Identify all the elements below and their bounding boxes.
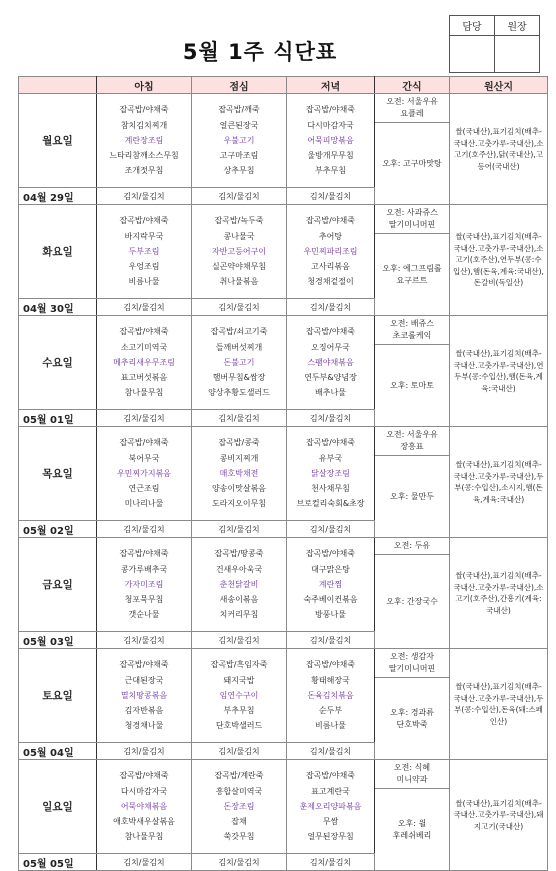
- dinner-menu: [287, 538, 375, 632]
- approval-label-manager: 담당: [450, 16, 495, 36]
- dinner-item: 방풍나물: [315, 610, 346, 620]
- breakfast-item: 계란장조림: [124, 135, 164, 145]
- breakfast-item: 잡곡밥/야채죽: [119, 327, 169, 337]
- snack-morning: 오전: 생감자 딸기미니머핀: [375, 649, 450, 678]
- approval-sign-manager: [450, 36, 495, 73]
- lunch-menu: [192, 427, 287, 521]
- lunch-item: 잡곡밥/쇠고기죽: [210, 327, 268, 337]
- header-origin: 원산지: [450, 77, 548, 94]
- header-breakfast: 아침: [97, 77, 192, 94]
- day-row: [19, 427, 548, 456]
- breakfast-item: 바지락무국: [124, 231, 164, 241]
- dinner-item: 천사채무침: [311, 484, 350, 494]
- snack-afternoon: 오후: 윌 후레쉬베리: [375, 789, 450, 871]
- day-name: 화요일: [19, 205, 97, 299]
- lunch-item: 쑥갓무침: [223, 832, 255, 842]
- lunch-item: 상추무침: [223, 166, 255, 176]
- breakfast-item: 잡곡밥/야채죽: [119, 549, 169, 559]
- lunch-item: 잡채: [231, 817, 247, 827]
- kimchi-side: 김치/물김치: [287, 410, 375, 427]
- origin-info: 쌀(국내산),표기김치(배추-국내산.고춧가루-국내산),두부(콩:수입산),돈육(돼:스페인산): [450, 649, 548, 760]
- snack-afternoon: 오후: 간장국수: [375, 555, 450, 649]
- day-name: 토요일: [19, 649, 97, 743]
- lunch-menu: [192, 760, 287, 854]
- dinner-item: 잡곡밥/야채죽: [305, 105, 356, 115]
- breakfast-item: 애호박새우살볶음: [113, 817, 175, 827]
- lunch-item: 돈불고기: [223, 357, 255, 367]
- breakfast-item: 다시마감자국: [120, 786, 168, 796]
- dinner-item: 숙주베이컨볶음: [303, 595, 358, 605]
- breakfast-item: 잡곡밥/야채죽: [119, 771, 169, 781]
- lunch-item: 매호박채전: [219, 468, 259, 478]
- breakfast-item: 우민찌가지볶음: [116, 468, 172, 478]
- lunch-item: 얼큰된장국: [219, 120, 259, 130]
- day-date: 05월 01일: [19, 410, 97, 427]
- approval-box: [449, 15, 540, 73]
- breakfast-item: 북어무국: [128, 453, 160, 463]
- breakfast-item: 미나리나물: [124, 499, 164, 509]
- lunch-item: 자반고등어구이: [211, 246, 267, 256]
- dinner-item: 잡곡밥/야채죽: [305, 216, 356, 226]
- dinner-item: 무쌈: [322, 817, 339, 827]
- day-row: [19, 649, 548, 678]
- dinner-item: 고사리볶음: [311, 262, 350, 272]
- kimchi-side: 김치/물김치: [192, 854, 287, 871]
- breakfast-item: 참나물무침: [124, 832, 164, 842]
- breakfast-item: 콩가루배추국: [120, 564, 168, 574]
- breakfast-item: 어묵야채볶음: [120, 801, 168, 811]
- kimchi-side: 김치/물김치: [287, 521, 375, 538]
- dinner-item: 순두부: [318, 706, 343, 716]
- breakfast-item: 메추리새우무조림: [113, 357, 175, 367]
- breakfast-item: 잡곡밥/야채죽: [119, 660, 169, 670]
- breakfast-menu: [97, 427, 192, 521]
- dinner-menu: [287, 649, 375, 743]
- kimchi-side: 김치/물김치: [97, 854, 192, 871]
- breakfast-menu: [97, 205, 192, 299]
- breakfast-item: 참치김치찌개: [120, 120, 168, 130]
- dinner-item: 대구맑은탕: [311, 564, 350, 574]
- lunch-item: 돈장조림: [223, 801, 255, 811]
- dinner-item: 돈육김치볶음: [307, 690, 354, 700]
- breakfast-item: 잡곡밥/야채죽: [119, 438, 169, 448]
- lunch-item: 잡곡밥/콩죽: [218, 438, 260, 448]
- breakfast-item: 잡곡밥/야채죽: [119, 105, 169, 115]
- breakfast-menu: [97, 649, 192, 743]
- breakfast-item: 참나물무침: [124, 388, 164, 398]
- snack-morning: 오전: 두유: [375, 538, 450, 555]
- snack-morning: 오전: 서울우유 장흥표: [375, 427, 450, 456]
- kimchi-side: 김치/물김치: [97, 299, 192, 316]
- dinner-menu: [287, 427, 375, 521]
- day-date: 05월 04일: [19, 743, 97, 760]
- breakfast-menu: [97, 316, 192, 410]
- kimchi-side: 김치/물김치: [97, 410, 192, 427]
- lunch-item: 잡곡밥/계란죽: [214, 771, 264, 781]
- dinner-item: 황태해장국: [311, 675, 350, 685]
- lunch-item: 취나물볶음: [219, 277, 259, 287]
- origin-info: 쌀(국내산),표기김치(배추-국내산.고춧가루-국내산),소고기(호주산),닭(국내산),고등어(국내산): [450, 94, 548, 205]
- kimchi-side: 김치/물김치: [192, 410, 287, 427]
- kimchi-side: 김치/물김치: [287, 632, 375, 649]
- dinner-menu: [287, 94, 375, 188]
- dinner-item: 잡곡밥/야채죽: [305, 438, 356, 448]
- lunch-item: 부추무침: [223, 706, 255, 716]
- breakfast-item: 가자미조림: [124, 579, 164, 589]
- day-name: 목요일: [19, 427, 97, 521]
- day-name: 금요일: [19, 538, 97, 632]
- lunch-item: 돼지국밥: [223, 675, 255, 685]
- origin-info: 쌀(국내산),표기김치(배추-국내산.고춧가루-국내산),소고기(호주산),간흥기(계육:국내산): [450, 538, 548, 649]
- lunch-item: 잡곡밥/녹두죽: [214, 216, 264, 226]
- snack-morning: 오전: 식혜 미니약과: [375, 760, 450, 789]
- approval-sign-director: [495, 36, 540, 73]
- snack-afternoon: 오후: 에그프림롤 요구르트: [375, 234, 450, 316]
- day-name: 월요일: [19, 94, 97, 188]
- breakfast-item: 갯순나물: [128, 610, 160, 620]
- dinner-item: 훈제오리양파볶음: [299, 801, 362, 811]
- lunch-item: 임연수구이: [219, 690, 259, 700]
- dinner-menu: [287, 205, 375, 299]
- day-row: [19, 205, 548, 234]
- breakfast-item: 느타리참깨소스무침: [109, 151, 179, 161]
- day-row: [19, 94, 548, 123]
- approval-label-director: 원장: [495, 16, 540, 36]
- lunch-item: 콩비지찌개: [219, 453, 259, 463]
- dinner-item: 청경채겉절이: [307, 277, 354, 287]
- snack-morning: 오전: 서울우유 요플레: [375, 94, 450, 123]
- lunch-item: 잡곡밥/땅콩죽: [214, 549, 264, 559]
- kimchi-side: 김치/물김치: [287, 299, 375, 316]
- dinner-item: 우민찌파리조림: [303, 246, 358, 256]
- breakfast-item: 연근조림: [128, 484, 160, 494]
- breakfast-menu: [97, 538, 192, 632]
- lunch-menu: [192, 538, 287, 632]
- snack-afternoon: 오후: 고구마맛탕: [375, 123, 450, 205]
- lunch-item: 실곤약야채무침: [211, 262, 267, 272]
- origin-info: 쌀(국내산),표기김치(배추-국내산.고춧가루-국내산),소고기(호주산),연두부(콩:수입산),햄(돈육,계육:국내산),돈갈비(독일산): [450, 205, 548, 316]
- day-row: [19, 760, 548, 789]
- kimchi-side: 김치/물김치: [287, 854, 375, 871]
- origin-info: 쌀(국내산),표기김치(배추-국내산.고춧가루-국내산),연두부(콩:수입산),햄(돈육,계육:국내산): [450, 316, 548, 427]
- day-row: [19, 316, 548, 345]
- snack-morning: 오전: 사과쥬스 딸기미니머핀: [375, 205, 450, 234]
- lunch-item: 양송이맛살볶음: [211, 484, 267, 494]
- day-row: [19, 538, 548, 555]
- breakfast-item: 김자반볶음: [124, 706, 164, 716]
- dinner-menu: [287, 316, 375, 410]
- kimchi-side: 김치/물김치: [287, 188, 375, 205]
- snack-afternoon: 오후: 토마토: [375, 345, 450, 427]
- kimchi-side: 김치/물김치: [192, 521, 287, 538]
- lunch-item: 치커리무침: [219, 610, 259, 620]
- dinner-item: 잡곡밥/야채죽: [305, 327, 356, 337]
- lunch-item: 들깨버섯찌개: [215, 342, 263, 352]
- dinner-item: 다시마감자국: [307, 120, 354, 130]
- breakfast-menu: [97, 760, 192, 854]
- breakfast-item: 멸치땅콩볶음: [120, 690, 168, 700]
- day-date: 04월 29일: [19, 188, 97, 205]
- dinner-item: 배추나물: [315, 388, 346, 398]
- snack-morning: 오전: 배쥬스 초코롤케익: [375, 316, 450, 345]
- kimchi-side: 김치/물김치: [287, 743, 375, 760]
- kimchi-side: 김치/물김치: [97, 743, 192, 760]
- table-header-row: [19, 77, 548, 94]
- dinner-item: 스팸야채볶음: [307, 357, 354, 367]
- lunch-item: 햄버무침&쌈장: [212, 373, 266, 383]
- day-name: 일요일: [19, 760, 97, 854]
- lunch-item: 도라지오이무침: [211, 499, 267, 509]
- header-dinner: 저녁: [287, 77, 375, 94]
- day-date: 05월 02일: [19, 521, 97, 538]
- breakfast-item: 비름나물: [128, 277, 160, 287]
- kimchi-side: 김치/물김치: [97, 521, 192, 538]
- dinner-item: 브로컬리숙회&초장: [296, 499, 365, 509]
- lunch-item: 새송이볶음: [219, 595, 259, 605]
- dinner-item: 닭살장조림: [311, 468, 350, 478]
- lunch-item: 양상추황도샐러드: [208, 388, 270, 398]
- lunch-item: 단호박샐러드: [215, 721, 263, 731]
- dinner-item: 유부국: [318, 453, 343, 463]
- day-date: 04월 30일: [19, 299, 97, 316]
- dinner-item: 얼무된장무침: [307, 832, 354, 842]
- dinner-item: 비름나물: [315, 721, 346, 731]
- kimchi-side: 김치/물김치: [192, 632, 287, 649]
- origin-info: 쌀(국내산),표기김치(배추-국내산.고춧가루-국내산),두부(콩:수입산),소시지,햄(돈육,계육:국내산): [450, 427, 548, 538]
- lunch-item: 우불고기: [223, 135, 255, 145]
- lunch-item: 춘천닭갈비: [219, 579, 259, 589]
- dinner-menu: [287, 760, 375, 854]
- dinner-item: 잡곡밥/야채죽: [305, 660, 356, 670]
- breakfast-item: 청포묵무침: [124, 595, 164, 605]
- kimchi-side: 김치/물김치: [97, 632, 192, 649]
- dinner-item: 연두부&양념장: [304, 373, 357, 383]
- kimchi-side: 김치/물김치: [192, 299, 287, 316]
- breakfast-menu: [97, 94, 192, 188]
- snack-afternoon: 오후: 물만두: [375, 456, 450, 538]
- day-date: 05월 03일: [19, 632, 97, 649]
- snack-afternoon: 오후: 경과류 단호박죽: [375, 678, 450, 760]
- page-title: 5월 1주 식단표: [182, 40, 338, 64]
- dinner-item: 어묵피망볶음: [307, 135, 354, 145]
- menu-table: [18, 76, 548, 871]
- breakfast-item: 두부조림: [128, 246, 160, 256]
- lunch-menu: [192, 649, 287, 743]
- dinner-item: 부추무침: [315, 166, 346, 176]
- breakfast-item: 소고기미역국: [120, 342, 168, 352]
- breakfast-item: 표고버섯볶음: [120, 373, 168, 383]
- breakfast-item: 청경채나물: [124, 721, 164, 731]
- header-day: [19, 77, 97, 94]
- header-lunch: 점심: [192, 77, 287, 94]
- day-date: 05월 05일: [19, 854, 97, 871]
- lunch-menu: [192, 94, 287, 188]
- dinner-item: 오징어무국: [311, 342, 350, 352]
- dinner-item: 추어탕: [318, 231, 343, 241]
- kimchi-side: 김치/물김치: [192, 743, 287, 760]
- dinner-item: 울방개무무침: [307, 151, 354, 161]
- lunch-menu: [192, 205, 287, 299]
- breakfast-item: 잡곡밥/야채죽: [119, 216, 169, 226]
- dinner-item: 계란찜: [318, 579, 343, 589]
- header-snack: 간식: [375, 77, 450, 94]
- dinner-item: 표고계란국: [311, 786, 350, 796]
- dinner-item: 잡곡밥/야채죽: [305, 771, 356, 781]
- kimchi-side: 김치/물김치: [192, 188, 287, 205]
- breakfast-item: 근대된장국: [124, 675, 164, 685]
- lunch-item: 잡곡밥/흑임자죽: [210, 660, 268, 670]
- breakfast-item: 우엉조림: [128, 262, 160, 272]
- day-name: 수요일: [19, 316, 97, 410]
- lunch-item: 건새우아욱국: [215, 564, 263, 574]
- menu-body: [19, 94, 548, 871]
- lunch-item: 콩나물국: [223, 231, 255, 241]
- lunch-item: 잡곡밥/깨죽: [218, 105, 260, 115]
- kimchi-side: 김치/물김치: [97, 188, 192, 205]
- origin-info: 쌀(국내산),표기김치(배추-국내산.고춧가루-국내산),돼지고기(국내산): [450, 760, 548, 871]
- lunch-item: 흥합살미역국: [215, 786, 263, 796]
- breakfast-item: 조개젓무침: [124, 166, 164, 176]
- lunch-item: 고구마조림: [219, 151, 259, 161]
- lunch-menu: [192, 316, 287, 410]
- dinner-item: 잡곡밥/야채죽: [305, 549, 356, 559]
